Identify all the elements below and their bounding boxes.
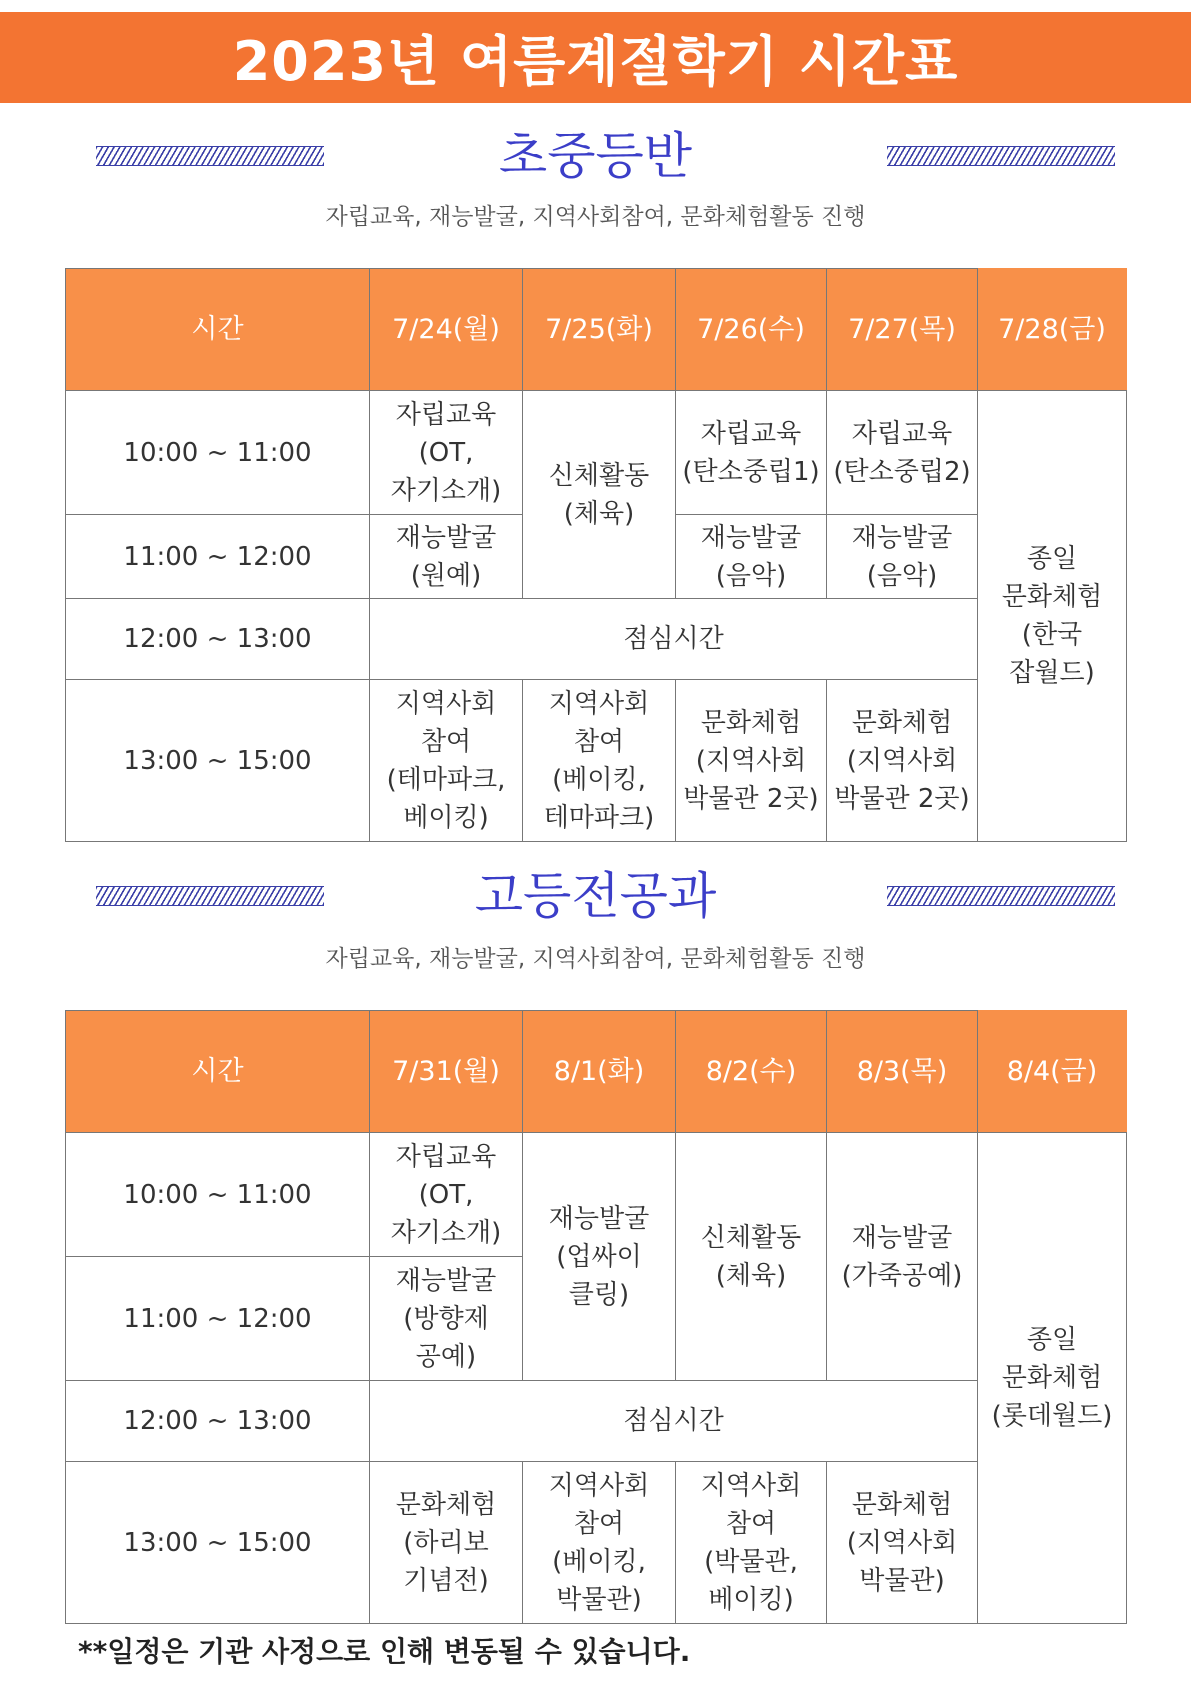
- section-title: 초중등반: [498, 127, 693, 185]
- title-banner: [0, 12, 1191, 103]
- schedule-cell: 지역사회 참여 (박물관, 베이킹): [676, 1462, 827, 1624]
- schedule-table-elementary: [65, 268, 1127, 842]
- time-slot: 12:00 ~ 13:00: [66, 599, 370, 680]
- schedule-cell: 문화체험 (지역사회 박물관): [827, 1462, 978, 1624]
- schedule-cell: 재능발굴 (업싸이 클링): [523, 1133, 676, 1381]
- page-title: 2023년 여름계절학기 시간표: [232, 30, 959, 93]
- header-row: [66, 269, 1127, 391]
- header-row: [66, 1011, 1127, 1133]
- time-slot: 10:00 ~ 11:00: [66, 391, 370, 515]
- schedule-table-highschool: [65, 1010, 1127, 1624]
- schedule-cell-fullday: 종일 문화체험 (롯데월드): [978, 1133, 1127, 1624]
- time-slot: 13:00 ~ 15:00: [66, 1462, 370, 1624]
- time-slot: 11:00 ~ 12:00: [66, 1257, 370, 1381]
- time-slot: 12:00 ~ 13:00: [66, 1381, 370, 1462]
- schedule-cell: 지역사회 참여 (베이킹, 테마파크): [523, 680, 676, 842]
- table-row: [66, 391, 1127, 515]
- section-subtitle: 자립교육, 재능발굴, 지역사회참여, 문화체험활동 진행: [325, 204, 866, 230]
- header-day: 8/2(수): [676, 1011, 827, 1133]
- header-day: 8/4(금): [978, 1011, 1127, 1133]
- header-day: 7/27(목): [827, 269, 978, 391]
- time-slot: 11:00 ~ 12:00: [66, 515, 370, 599]
- schedule-cell: 지역사회 참여 (베이킹, 박물관): [523, 1462, 676, 1624]
- header-day: 7/28(금): [978, 269, 1127, 391]
- schedule-cell: 재능발굴 (원예): [370, 515, 523, 599]
- schedule-cell: 문화체험 (하리보 기념전): [370, 1462, 523, 1624]
- schedule-cell: 재능발굴 (음악): [676, 515, 827, 599]
- schedule-cell: 자립교육 (탄소중립2): [827, 391, 978, 515]
- table-row: [66, 1462, 1127, 1624]
- schedule-cell: 자립교육 (OT, 자기소개): [370, 1133, 523, 1257]
- section-subtitle: 자립교육, 재능발굴, 지역사회참여, 문화체험활동 진행: [325, 946, 866, 972]
- schedule-cell: 재능발굴 (가죽공예): [827, 1133, 978, 1381]
- time-slot: 10:00 ~ 11:00: [66, 1133, 370, 1257]
- schedule-cell: 재능발굴 (음악): [827, 515, 978, 599]
- table-row: [66, 1381, 1127, 1462]
- lunch-cell: 점심시간: [370, 1381, 978, 1462]
- schedule-cell: 신체활동 (체육): [523, 391, 676, 599]
- lunch-cell: 점심시간: [370, 599, 978, 680]
- header-day: 7/25(화): [523, 269, 676, 391]
- section-title: 고등전공과: [474, 867, 717, 925]
- schedule-cell: 문화체험 (지역사회 박물관 2곳): [676, 680, 827, 842]
- header-day: 8/3(목): [827, 1011, 978, 1133]
- schedule-cell: 신체활동 (체육): [676, 1133, 827, 1381]
- decorative-hatch-right: [887, 146, 1115, 166]
- table-row: [66, 1133, 1127, 1257]
- header-day: 8/1(화): [523, 1011, 676, 1133]
- decorative-hatch-right: [887, 886, 1115, 906]
- header-time: 시간: [66, 269, 370, 391]
- schedule-cell: 자립교육 (OT, 자기소개): [370, 391, 523, 515]
- schedule-cell: 문화체험 (지역사회 박물관 2곳): [827, 680, 978, 842]
- table-row: [66, 680, 1127, 842]
- schedule-cell: 재능발굴 (방향제 공예): [370, 1257, 523, 1381]
- section-header-elementary: [0, 124, 1191, 194]
- header-time: 시간: [66, 1011, 370, 1133]
- time-slot: 13:00 ~ 15:00: [66, 680, 370, 842]
- footer-note: **일정은 기관 사정으로 인해 변동될 수 있습니다.: [78, 1635, 691, 1668]
- header-day: 7/24(월): [370, 269, 523, 391]
- schedule-cell-fullday: 종일 문화체험 (한국 잡월드): [978, 391, 1127, 842]
- schedule-cell: 지역사회 참여 (테마파크, 베이킹): [370, 680, 523, 842]
- table-row: [66, 599, 1127, 680]
- section-header-highschool: [0, 864, 1191, 934]
- header-day: 7/31(월): [370, 1011, 523, 1133]
- schedule-cell: 자립교육 (탄소중립1): [676, 391, 827, 515]
- header-day: 7/26(수): [676, 269, 827, 391]
